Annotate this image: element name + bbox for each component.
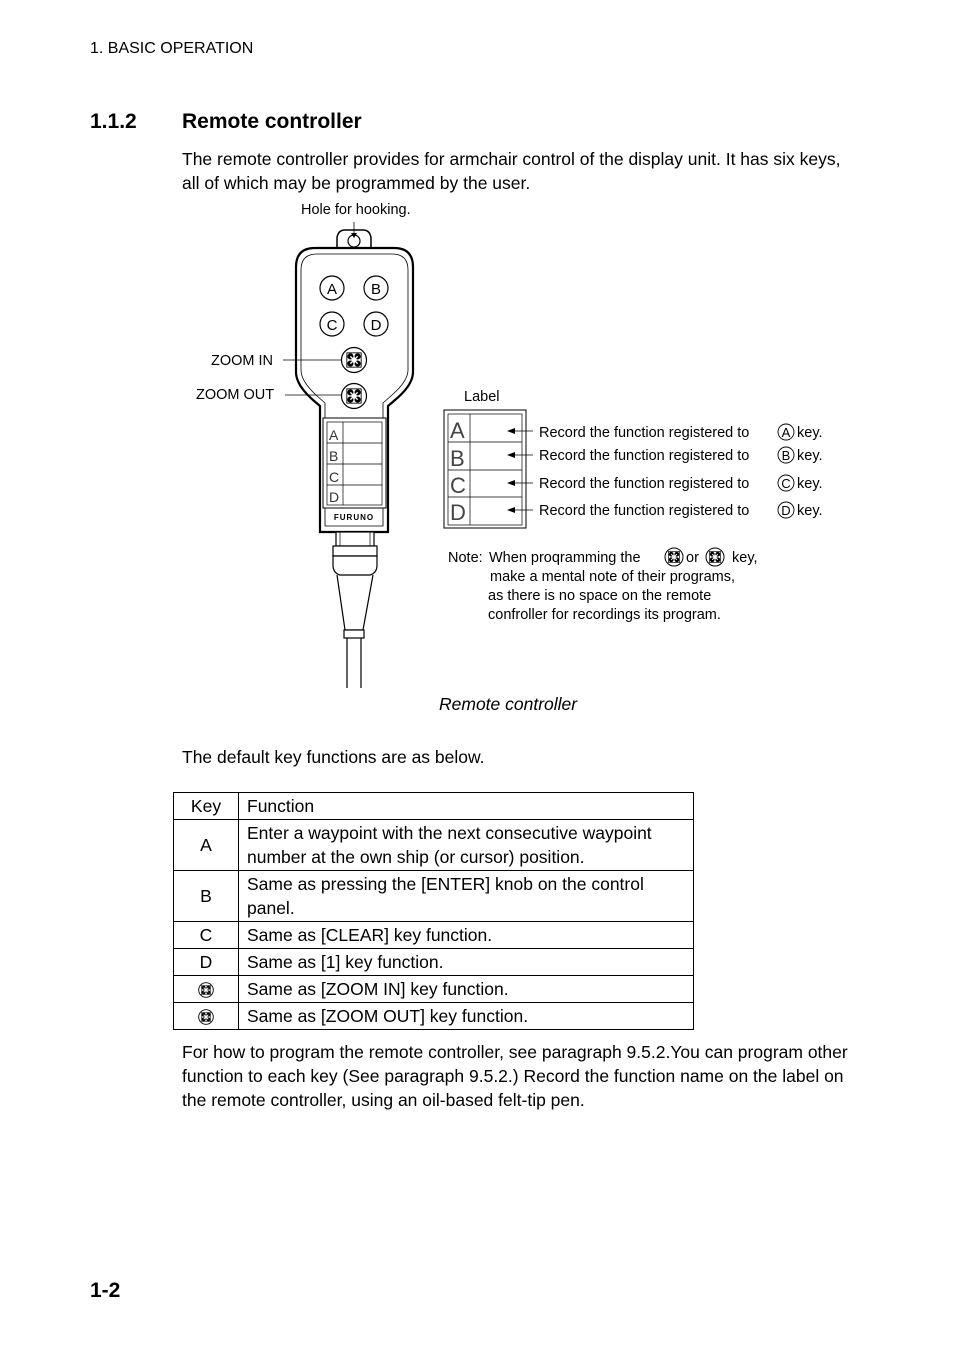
function-cell: Same as [ZOOM OUT] key function. [239, 1003, 694, 1030]
zoom-in-label: ZOOM IN [211, 353, 274, 369]
zoom-in-icon [198, 982, 214, 998]
figure-caption: Remote controller [439, 694, 578, 714]
function-cell: Same as [CLEAR] key function. [239, 922, 694, 949]
key-cell: A [174, 820, 239, 871]
svg-text:D: D [370, 317, 382, 334]
key-d[interactable] [364, 312, 388, 336]
figure-note [448, 548, 758, 623]
svg-text:C: C [781, 476, 791, 491]
key-cell [174, 976, 239, 1003]
table-row [174, 949, 694, 976]
svg-text:confroller for recordings its: confroller for recordings its program. [488, 607, 721, 623]
record-line-a [507, 424, 823, 441]
svg-text:key.: key. [797, 425, 823, 441]
svg-text:D: D [450, 500, 466, 525]
svg-text:B: B [450, 446, 465, 471]
cable [333, 532, 377, 688]
remote-label-panel [323, 418, 386, 508]
svg-text:key,: key, [732, 550, 758, 566]
intro-paragraph: The remote controller provides for armchair control of the display unit. It has six keys, all of which may be programmed by the user. [182, 149, 841, 193]
svg-text:key.: key. [797, 503, 823, 519]
section-number: 1.1.2 [90, 110, 137, 133]
table-row [174, 820, 694, 871]
key-cell: C [174, 922, 239, 949]
svg-text:D: D [781, 503, 791, 518]
svg-text:Record the function registered: Record the function registered to [539, 448, 750, 464]
hole-label: Hole for hooking. [301, 202, 411, 218]
svg-text:A: A [329, 427, 339, 443]
key-b[interactable] [364, 276, 388, 300]
page-number: 1-2 [90, 1279, 121, 1302]
key-function-table [173, 792, 694, 1030]
record-line-c [507, 475, 823, 492]
svg-text:C: C [450, 473, 466, 498]
record-line-b [507, 447, 823, 464]
svg-text:When proqramming the: When proqramming the [489, 550, 641, 566]
svg-text:C: C [329, 469, 340, 485]
svg-text:B: B [329, 448, 339, 464]
svg-text:D: D [329, 489, 340, 505]
key-cell: B [174, 871, 239, 922]
svg-text:as there is no space on the re: as there is no space on the remote [488, 588, 712, 604]
svg-text:A: A [781, 425, 791, 440]
running-header: 1. BASIC OPERATION [90, 40, 254, 57]
function-cell: Same as pressing the [ENTER] knob on the control panel. [239, 871, 694, 922]
svg-text:key.: key. [797, 476, 823, 492]
table-row [174, 976, 694, 1003]
zoom-out-icon-glyph [709, 551, 720, 562]
svg-text:A: A [326, 281, 338, 298]
outro-paragraph: For how to program the remote controller, see paragraph 9.5.2.You can program other function to each key (See paragraph 9.5.2.) Record the function name on the label on the remote controller, using an oil-based felt-tip pen. [182, 1042, 848, 1110]
zoom-in-icon-glyph [668, 551, 679, 562]
svg-text:B: B [370, 281, 382, 298]
label-title: Label [464, 389, 500, 405]
key-c[interactable] [320, 312, 344, 336]
zoom-out-icon [198, 1009, 214, 1025]
function-cell: Same as [1] key function. [239, 949, 694, 976]
svg-text:key.: key. [797, 448, 823, 464]
function-cell: Enter a waypoint with the next consecutive waypoint number at the own ship (or cursor) position. [239, 820, 694, 871]
table-row [174, 1003, 694, 1030]
remote-controller-figure [190, 195, 850, 690]
zoom-out-key[interactable] [342, 384, 367, 409]
header-function: Function [239, 793, 694, 820]
key-a[interactable] [320, 276, 344, 300]
svg-text:Record the function registered: Record the function registered to [539, 476, 750, 492]
section-title: Remote controller [182, 110, 362, 133]
brand-logo: FURUNO [333, 513, 375, 522]
hook-hole [337, 222, 371, 248]
zoom-in-key[interactable] [342, 348, 367, 373]
svg-text:A: A [450, 418, 465, 443]
zoom-out-label: ZOOM OUT [196, 387, 275, 403]
table-intro: The default key functions are as below. [182, 747, 485, 767]
svg-text:Note:: Note: [448, 550, 483, 566]
svg-text:C: C [326, 317, 338, 334]
svg-text:Record the function registered: Record the function registered to [539, 503, 750, 519]
svg-text:Record the function registered: Record the function registered to [539, 425, 750, 441]
record-line-d [507, 502, 823, 519]
table-header-row [174, 793, 694, 820]
key-cell: D [174, 949, 239, 976]
svg-text:make a mental note of their pr: make a mental note of their programs, [490, 569, 736, 585]
table-row [174, 922, 694, 949]
function-cell: Same as [ZOOM IN] key function. [239, 976, 694, 1003]
table-row [174, 871, 694, 922]
svg-text:or: or [686, 550, 699, 566]
header-key: Key [174, 793, 239, 820]
key-cell [174, 1003, 239, 1030]
svg-text:B: B [781, 448, 791, 463]
